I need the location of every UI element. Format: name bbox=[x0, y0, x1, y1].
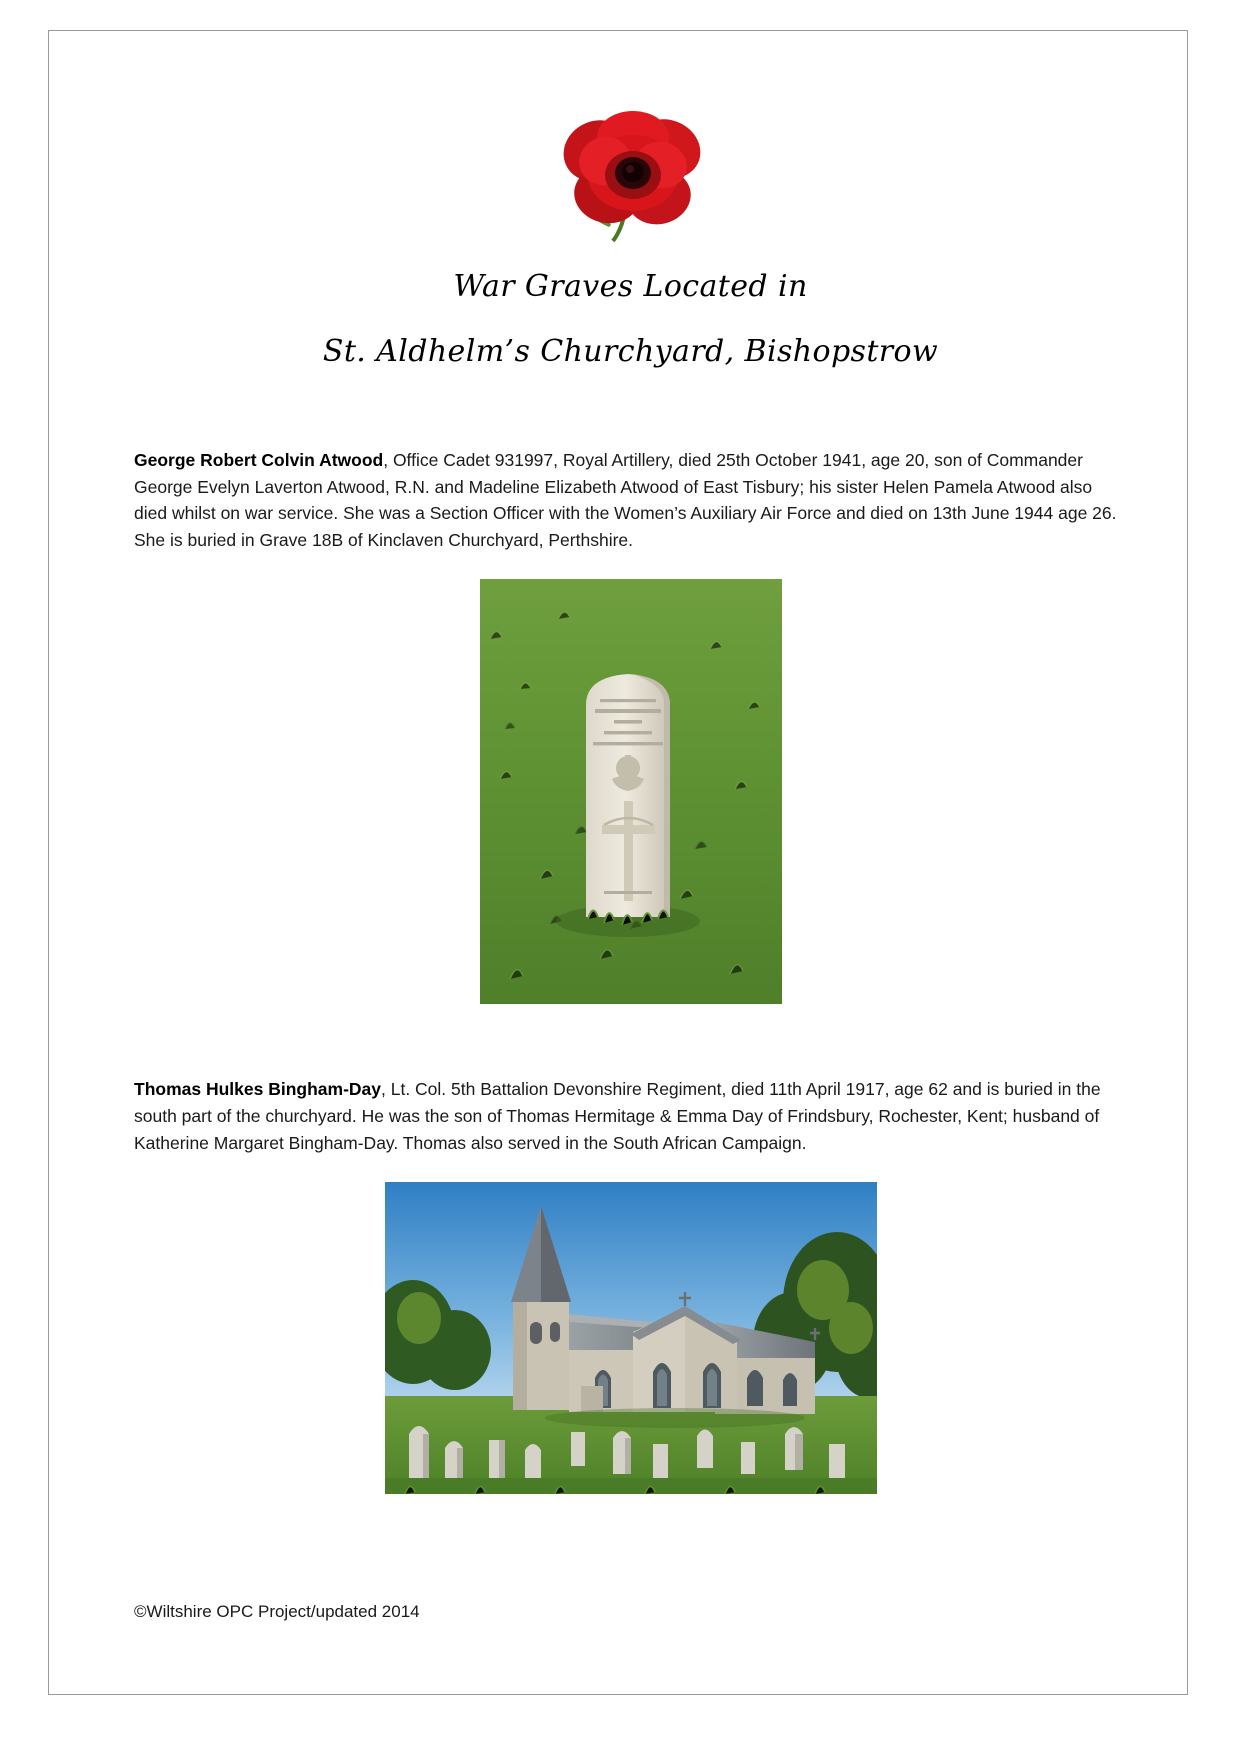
entry-bingham-day-detail: , Lt. Col. 5th Battalion Devonshire Regiment, died 11th April 1917, age 62 and is buried in the south part of the churchyard. He was the son of Thomas Hermitage & Emma Day of Frindsbury, Rochester, Kent; husband of Katherine Margaret Bingham-Day. Thomas also served in the South African Campaign. bbox=[134, 1079, 1101, 1153]
entry-atwood-detail: , Office Cadet 931997, Royal Artillery, died 25th October 1941, age 20, son of Commander George Evelyn Laverton Atwood, R.N. and Madeline Elizabeth Atwood of East Tisbury; his sister Helen Pamela Atwood also died whilst on war service. She was a Section Officer with the Women’s Auxiliary Air Force and died on 13th June 1944 age 26. She is buried in Grave 18B of Kinclaven Churchyard, Perthshire. bbox=[134, 450, 1117, 550]
entry-bingham-day-name: Thomas Hulkes Bingham-Day bbox=[134, 1079, 381, 1100]
church-photo bbox=[385, 1182, 877, 1494]
entry-bingham-day bbox=[134, 1076, 1127, 1156]
poppy-flower-icon bbox=[547, 99, 715, 247]
entry-atwood-name: George Robert Colvin Atwood bbox=[134, 450, 384, 470]
figure-church bbox=[134, 1182, 1127, 1494]
headstone-photo bbox=[480, 579, 782, 1004]
document-page bbox=[48, 30, 1188, 1695]
entry-bingham-day-paragraph bbox=[134, 1076, 1127, 1156]
document-footer: ©Wiltshire OPC Project/updated 2014 bbox=[134, 1602, 420, 1621]
page-content bbox=[49, 31, 1187, 1694]
poppy-emblem-container bbox=[134, 99, 1127, 247]
entry-atwood-paragraph bbox=[134, 447, 1127, 553]
figure-atwood-headstone bbox=[134, 579, 1127, 1004]
page-title-line-2: St. Aldhelm’s Churchyard, Bishopstrow bbox=[322, 334, 939, 369]
page-title-line-1: War Graves Located in bbox=[453, 269, 808, 304]
entry-atwood bbox=[134, 447, 1127, 553]
document-title-block bbox=[134, 269, 1127, 369]
